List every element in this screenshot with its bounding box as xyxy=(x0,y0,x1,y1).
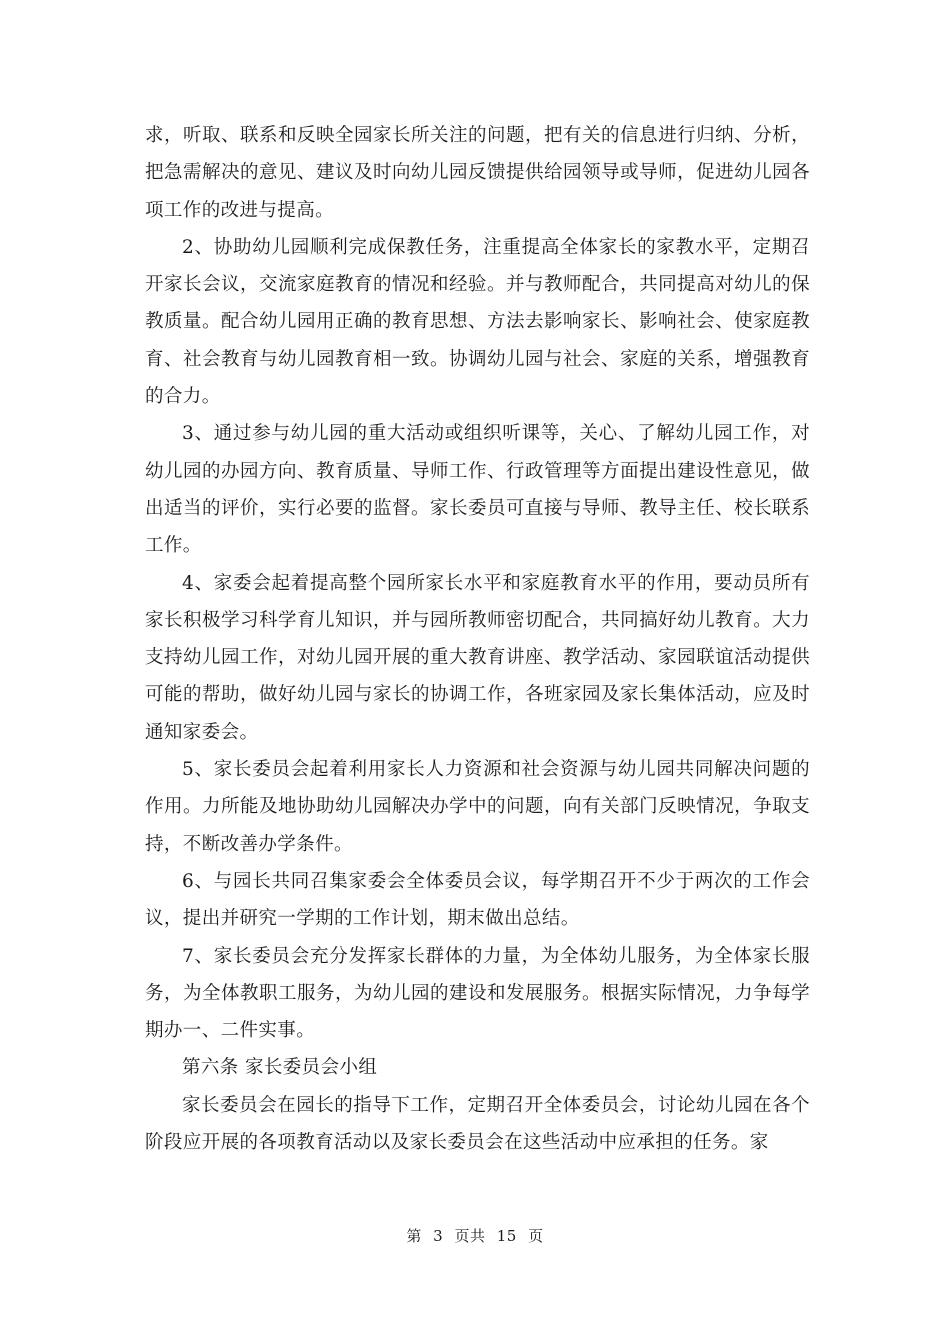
page-prefix: 第 xyxy=(406,1227,422,1245)
page-middle-text: 页共 xyxy=(454,1227,486,1245)
paragraph-item-4: 4、家委会起着提高整个园所家长水平和家庭教育水平的作用，要动员所有家长积极学习科学育儿知识，并与园所教师密切配合，共同搞好幼儿教育。大力支持幼儿园工作，对幼儿园开展的重大教育讲座、教学活动、家园联谊活动提供可能的帮助，做好幼儿园与家长的协调工作，各班家园及家长集体活动，应及时通知家委会。 xyxy=(145,572,810,743)
paragraph-item-3: 3、通过参与幼儿园的重大活动或组织听课等，关心、了解幼儿园工作，对幼儿园的办园方向、教育质量、导师工作、行政管理等方面提出建设性意见，做出适当的评价，实行必要的监督。家长委员可直接与导师、教导主任、校长联系工作。 xyxy=(145,423,810,557)
paragraph-item-2: 2、协助幼儿园顺利完成保教任务，注重提高全体家长的家教水平，定期召开家长会议，交流家庭教育的情况和经验。并与教师配合，共同提高对幼儿的保教质量。配合幼儿园用正确的教育思想、方法去影响家长、影响社会、使家庭教育、社会教育与幼儿园教育相一致。协调幼儿园与社会、家庭的关系，增强教育的合力。 xyxy=(145,236,810,408)
paragraph-item-7: 7、家长委员会充分发挥家长群体的力量，为全体幼儿服务，为全体家长服务，为全体教职工服务，为幼儿园的建设和发展服务。根据实际情况，力争每学期办一、二件实事。 xyxy=(145,945,810,1042)
document-body xyxy=(145,117,810,1161)
page-footer xyxy=(0,1226,950,1246)
paragraph-continuation: 求，听取、联系和反映全园家长所关注的问题，把有关的信息进行归纳、分析，把急需解决的意见、建议及时向幼儿园反馈提供给园领导或导师，促进幼儿园各项工作的改进与提高。 xyxy=(145,125,810,221)
page-suffix: 页 xyxy=(528,1227,544,1245)
paragraph-article-6-body: 家长委员会在园长的指导下工作，定期召开全体委员会，讨论幼儿园在各个阶段应开展的各项教育活动以及家长委员会在这些活动中应承担的任务。家 xyxy=(145,1094,810,1154)
total-pages-number: 15 xyxy=(496,1227,517,1245)
paragraph-item-6: 6、与园长共同召集家委会全体委员会议，每学期召开不少于两次的工作会议，提出并研究一学期的工作计划，期末做出总结。 xyxy=(145,870,810,930)
current-page-number: 3 xyxy=(433,1227,444,1245)
section-heading-article-6: 第六条 家长委员会小组 xyxy=(182,1057,378,1079)
paragraph-item-5: 5、家长委员会起着利用家长人力资源和社会资源与幼儿园共同解决问题的作用。力所能及地协助幼儿园解决办学中的问题，向有关部门反映情况，争取支持，不断改善办学条件。 xyxy=(145,759,810,855)
